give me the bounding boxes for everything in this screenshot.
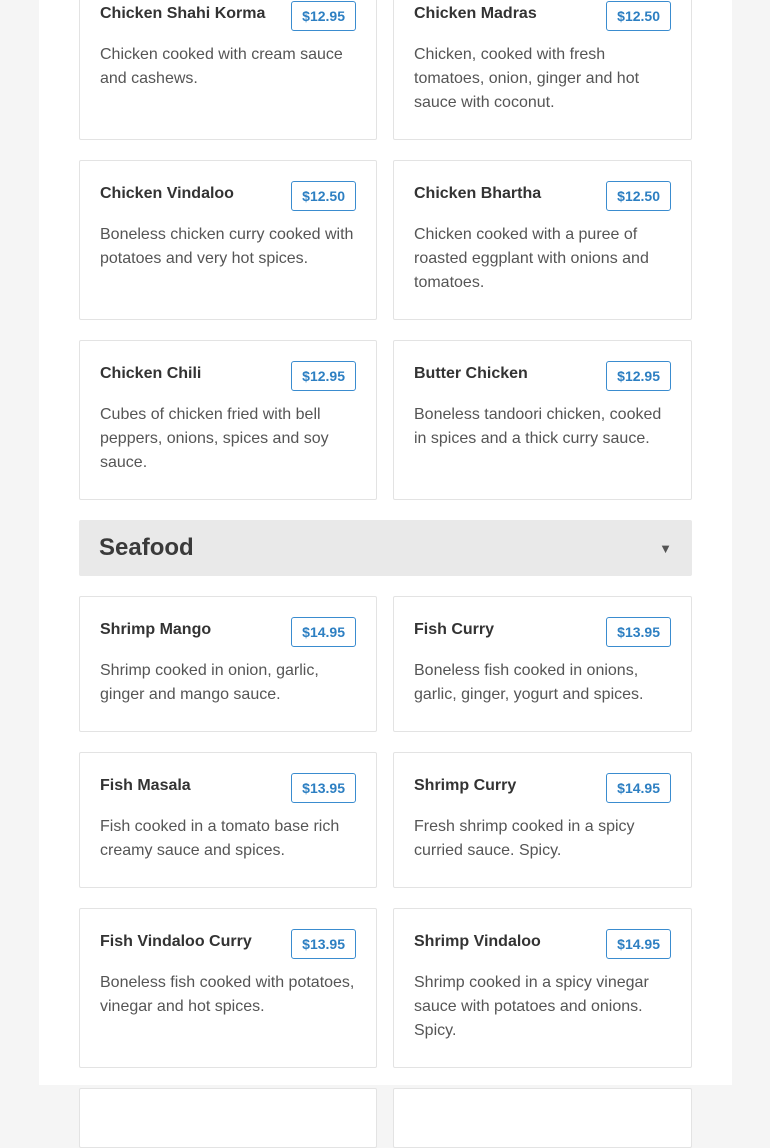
menu-item-card[interactable] xyxy=(79,596,377,732)
price-button[interactable]: $14.95 xyxy=(291,617,356,647)
menu-item-description: Fresh shrimp cooked in a spicy curried sauce. Spicy. xyxy=(414,818,635,859)
menu-item-description: Boneless tandoori chicken, cooked in spices and a thick curry sauce. xyxy=(414,406,662,447)
menu-item-name: Shrimp Curry xyxy=(414,777,517,794)
price-button[interactable]: $12.50 xyxy=(606,181,671,211)
menu-item-description: Chicken, cooked with fresh tomatoes, onion, ginger and hot sauce with coconut. xyxy=(414,46,640,111)
menu-item-header xyxy=(100,181,356,211)
menu-item-name: Fish Vindaloo Curry xyxy=(100,933,252,950)
menu-item-description: Fish cooked in a tomato base rich creamy sauce and spices. xyxy=(100,818,340,859)
price-button[interactable]: $12.95 xyxy=(291,361,356,391)
menu-item-description: Chicken cooked with a puree of roasted eggplant with onions and tomatoes. xyxy=(414,226,649,291)
menu-page xyxy=(39,0,732,1085)
menu-item-header xyxy=(100,1,356,31)
price-button[interactable]: $13.95 xyxy=(291,773,356,803)
menu-grid-chicken xyxy=(79,0,692,500)
section-title: Seafood xyxy=(99,534,194,561)
menu-item-name: Chicken Madras xyxy=(414,5,537,22)
menu-item-header xyxy=(414,1,671,31)
menu-item-header xyxy=(100,773,356,803)
menu-item-header xyxy=(414,181,671,211)
price-button[interactable]: $12.50 xyxy=(291,181,356,211)
menu-item-card[interactable] xyxy=(79,752,377,888)
menu-grid-next-row xyxy=(79,1088,692,1148)
menu-item-header xyxy=(414,773,671,803)
menu-item-description: Chicken cooked with cream sauce and cashews. xyxy=(100,46,343,87)
menu-item-name: Shrimp Vindaloo xyxy=(414,933,541,950)
menu-item-header xyxy=(414,617,671,647)
price-button[interactable]: $13.95 xyxy=(606,617,671,647)
menu-item-name: Chicken Vindaloo xyxy=(100,185,234,202)
menu-item-name: Shrimp Mango xyxy=(100,621,212,638)
menu-item-card[interactable] xyxy=(393,160,692,320)
menu-item-card[interactable] xyxy=(79,1088,377,1148)
menu-item-card[interactable] xyxy=(393,340,692,500)
menu-item-card[interactable] xyxy=(393,1088,692,1148)
menu-item-header xyxy=(414,361,671,391)
price-button[interactable]: $13.95 xyxy=(291,929,356,959)
menu-item-name: Butter Chicken xyxy=(414,365,528,382)
menu-item-name: Fish Curry xyxy=(414,621,495,638)
menu-item-header xyxy=(100,361,356,391)
section-header-seafood[interactable] xyxy=(79,520,692,576)
menu-grid-seafood xyxy=(79,596,692,1068)
menu-item-name: Fish Masala xyxy=(100,777,191,794)
menu-item-card[interactable] xyxy=(79,908,377,1068)
menu-item-name: Chicken Shahi Korma xyxy=(100,5,266,22)
menu-item-card[interactable] xyxy=(79,0,377,140)
menu-item-card[interactable] xyxy=(393,908,692,1068)
menu-item-description: Boneless fish cooked with potatoes, vinegar and hot spices. xyxy=(100,974,355,1015)
menu-item-name: Chicken Chili xyxy=(100,365,202,382)
caret-down-icon[interactable]: ▼ xyxy=(659,540,672,556)
menu-item-description: Shrimp cooked in onion, garlic, ginger and mango sauce. xyxy=(100,662,319,703)
menu-item-card[interactable] xyxy=(79,160,377,320)
menu-item-description: Shrimp cooked in a spicy vinegar sauce with potatoes and onions. Spicy. xyxy=(414,974,649,1039)
menu-item-name: Chicken Bhartha xyxy=(414,185,542,202)
price-button[interactable]: $12.95 xyxy=(606,361,671,391)
menu-content xyxy=(79,0,692,1148)
menu-item-header xyxy=(100,929,356,959)
menu-item-description: Cubes of chicken fried with bell peppers, onions, spices and soy sauce. xyxy=(100,406,329,471)
menu-item-card[interactable] xyxy=(393,596,692,732)
menu-item-card[interactable] xyxy=(393,0,692,140)
menu-item-header xyxy=(100,617,356,647)
price-button[interactable]: $12.50 xyxy=(606,1,671,31)
menu-item-header xyxy=(414,929,671,959)
price-button[interactable]: $14.95 xyxy=(606,929,671,959)
menu-item-description: Boneless fish cooked in onions, garlic, ginger, yogurt and spices. xyxy=(414,662,644,703)
menu-item-card[interactable] xyxy=(79,340,377,500)
menu-item-description: Boneless chicken curry cooked with potatoes and very hot spices. xyxy=(100,226,354,267)
price-button[interactable]: $12.95 xyxy=(291,1,356,31)
menu-item-card[interactable] xyxy=(393,752,692,888)
price-button[interactable]: $14.95 xyxy=(606,773,671,803)
